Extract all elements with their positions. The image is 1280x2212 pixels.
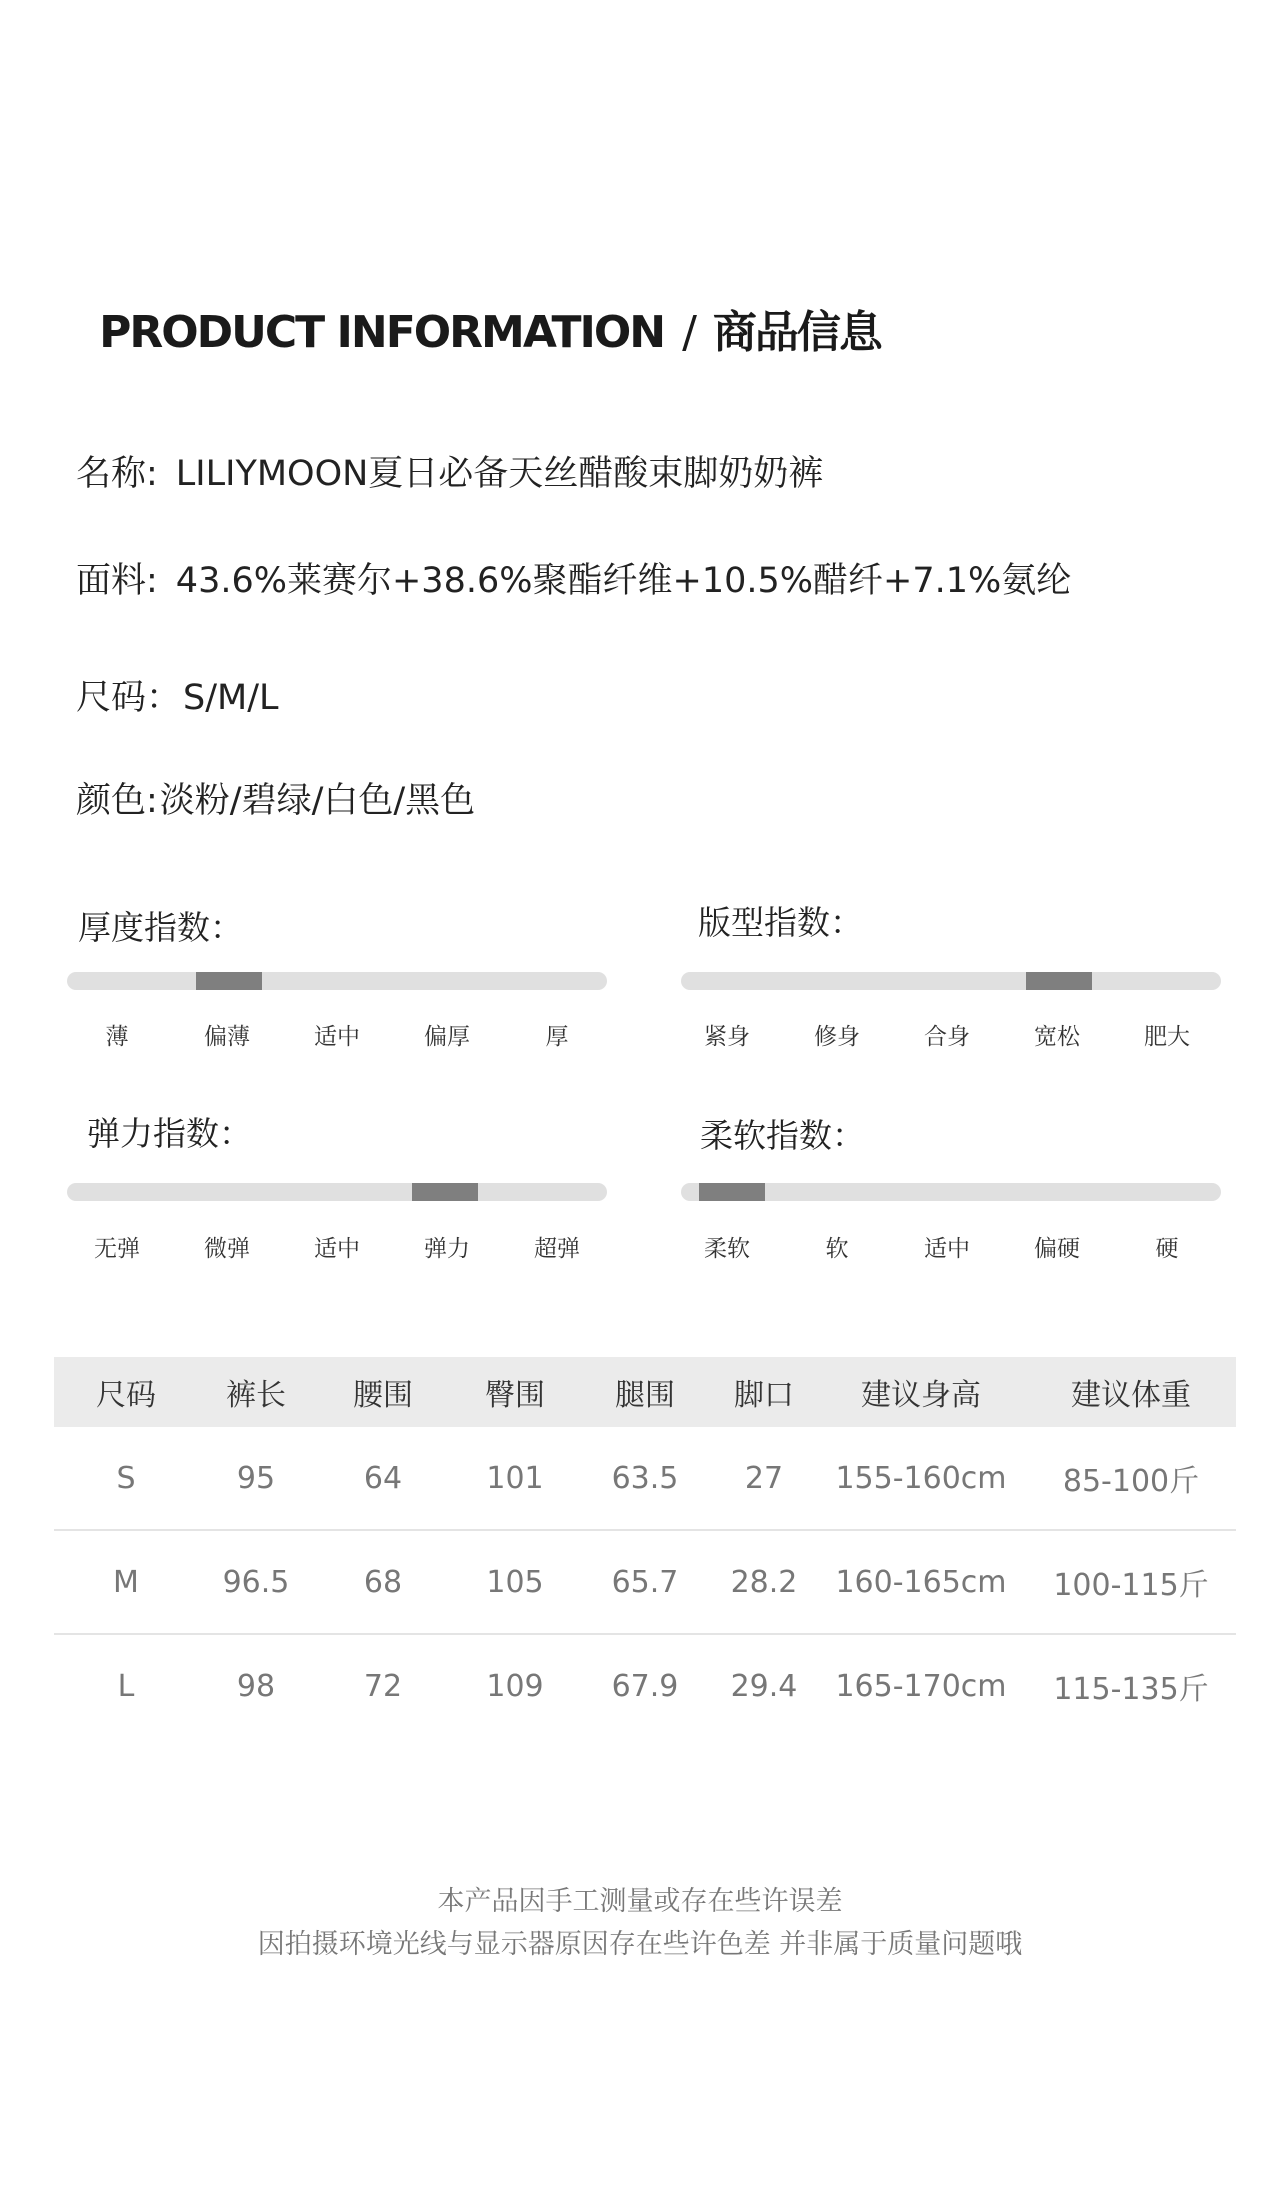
softness-tick: 适中 — [924, 1236, 970, 1262]
table-row — [54, 1427, 1236, 1530]
fit-index-label: 版型指数： — [698, 903, 863, 942]
table-cell: 155-160cm — [816, 1427, 1026, 1530]
softness-index-bar — [681, 1183, 1221, 1201]
table-cell: 101 — [452, 1427, 578, 1530]
table-cell: 85-100斤 — [1026, 1427, 1236, 1530]
table-cell: 160-165cm — [816, 1530, 1026, 1634]
softness-tick: 柔软 — [704, 1236, 750, 1262]
thickness-tick: 适中 — [314, 1024, 360, 1050]
table-header-cell: 腿围 — [578, 1357, 712, 1427]
table-cell: 67.9 — [611, 1668, 679, 1704]
title-cn: 商品信息 — [712, 307, 881, 358]
table-cell: 100-115斤 — [1026, 1530, 1236, 1634]
table-header-cell: 裤长 — [198, 1357, 314, 1427]
disclaimer-line-2: 因拍摄环境光线与显示器原因存在些许色差 并非属于质量问题哦 — [257, 1929, 1023, 1960]
elasticity-index-bar — [67, 1183, 607, 1201]
table-header-cell: 建议身高 — [816, 1357, 1026, 1427]
info-name-value: LILIYMOON夏日必备天丝醋酸束脚奶奶裤 — [175, 454, 824, 494]
table-header-cell: 腰围 — [314, 1357, 452, 1427]
title-en: PRODUCT INFORMATION — [99, 307, 665, 358]
table-header-row — [54, 1357, 1236, 1427]
table-row — [54, 1634, 1236, 1737]
info-size-value: S/M/L — [183, 678, 279, 718]
table-cell: 28.2 — [712, 1530, 816, 1634]
softness-tick: 软 — [825, 1236, 849, 1262]
info-name-label: 名称: — [76, 454, 158, 494]
info-color-row — [76, 773, 475, 823]
elasticity-tick: 适中 — [314, 1236, 360, 1262]
fit-index-bar — [681, 972, 1221, 990]
disclaimer-notes — [0, 1880, 1280, 1966]
info-size-label: 尺码： — [76, 678, 182, 718]
thickness-index-bar — [67, 972, 607, 990]
table-cell: 105 — [452, 1530, 578, 1634]
table-header-cell: 建议体重 — [1026, 1357, 1236, 1427]
fit-tick: 合身 — [924, 1024, 970, 1050]
table-cell: 27 — [712, 1427, 816, 1530]
table-cell: 109 — [486, 1668, 544, 1704]
softness-index-label: 柔软指数： — [700, 1116, 865, 1155]
page-title — [0, 296, 980, 360]
fit-tick: 肥大 — [1144, 1024, 1190, 1050]
table-header-cell: 臀围 — [452, 1357, 578, 1427]
elasticity-index-indicator — [412, 1183, 478, 1201]
fit-index-indicator — [1026, 972, 1092, 990]
fit-tick: 修身 — [814, 1024, 860, 1050]
elasticity-tick: 弹力 — [424, 1236, 470, 1262]
info-fabric-value: 43.6%莱赛尔+38.6%聚酯纤维+10.5%醋纤+7.1%氨纶 — [175, 561, 1072, 601]
softness-index-ticks — [672, 1230, 1222, 1262]
table-cell: 68 — [314, 1530, 452, 1634]
info-fabric-label: 面料: — [76, 561, 158, 601]
table-header-cell: 脚口 — [712, 1357, 816, 1427]
table-cell: 29.4 — [730, 1668, 798, 1704]
info-name-row — [76, 446, 823, 496]
table-cell: 96.5 — [198, 1530, 314, 1634]
elasticity-tick: 微弹 — [204, 1236, 250, 1262]
disclaimer-line-1: 本产品因手工测量或存在些许误差 — [437, 1886, 843, 1917]
table-cell: 64 — [314, 1427, 452, 1530]
table-cell: 115-135斤 — [1053, 1672, 1209, 1707]
table-cell: 65.7 — [578, 1530, 712, 1634]
thickness-tick: 偏厚 — [424, 1024, 470, 1050]
table-cell: S — [54, 1427, 198, 1530]
thickness-index-ticks — [62, 1018, 612, 1050]
table-cell: 165-170cm — [835, 1668, 1007, 1704]
info-size-row — [76, 670, 279, 720]
table-cell: 95 — [198, 1427, 314, 1530]
thickness-tick: 偏薄 — [204, 1024, 250, 1050]
info-color-label: 颜色: — [76, 781, 158, 821]
fit-tick: 紧身 — [704, 1024, 750, 1050]
thickness-index-indicator — [196, 972, 262, 990]
table-cell: 72 — [363, 1668, 403, 1704]
thickness-tick: 薄 — [105, 1024, 129, 1050]
fit-tick: 宽松 — [1034, 1024, 1080, 1050]
softness-index-indicator — [699, 1183, 765, 1201]
table-cell: M — [54, 1530, 198, 1634]
info-color-value: 淡粉/碧绿/白色/黑色 — [159, 781, 476, 821]
softness-tick: 硬 — [1155, 1236, 1179, 1262]
elasticity-index-ticks — [62, 1230, 612, 1262]
elasticity-tick: 无弹 — [94, 1236, 140, 1262]
info-fabric-row — [76, 553, 1071, 603]
fit-index-ticks — [672, 1018, 1222, 1050]
title-separator: / — [682, 307, 695, 358]
softness-tick: 偏硬 — [1034, 1236, 1080, 1262]
table-row — [54, 1530, 1236, 1634]
table-cell: L — [117, 1668, 135, 1704]
elasticity-tick: 超弹 — [534, 1236, 580, 1262]
size-table — [54, 1357, 1236, 1737]
table-cell: 98 — [236, 1668, 276, 1704]
thickness-tick: 厚 — [545, 1024, 569, 1050]
table-cell: 63.5 — [578, 1427, 712, 1530]
thickness-index-label: 厚度指数： — [78, 908, 243, 947]
elasticity-index-label: 弹力指数： — [87, 1114, 252, 1153]
table-header-cell: 尺码 — [54, 1357, 198, 1427]
